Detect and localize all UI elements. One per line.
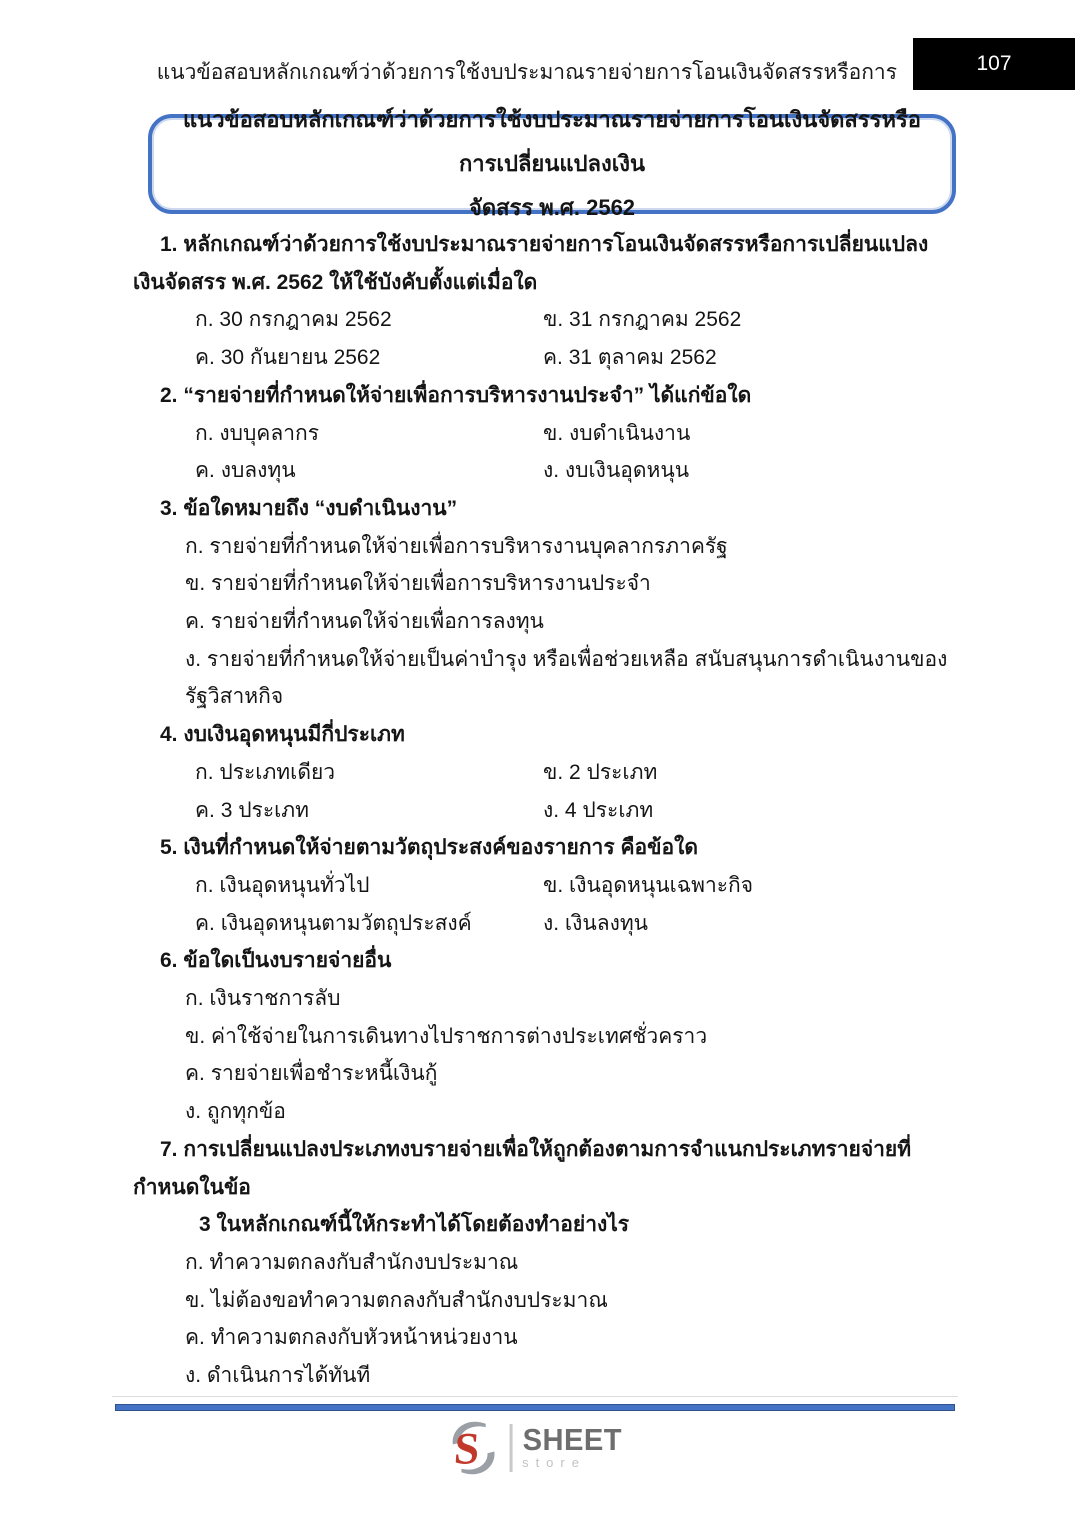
question-1-options (133, 301, 957, 376)
footer-hairline (112, 1396, 958, 1397)
question-1 (133, 226, 957, 377)
question-1-heading: 1. หลักเกณฑ์ว่าด้วยการใช้งบประมาณรายจ่ายการโอนเงินจัดสรรหรือการเปลี่ยนแปลงเงินจัดสรร พ.ศ. 2562 ให้ใช้บังคับตั้งแต่เมื่อใด (133, 233, 929, 294)
question-7-option-1: ก. ทำความตกลงกับสำนักงบประมาณ (185, 1250, 519, 1274)
page-number-box (913, 38, 1075, 90)
question-1-option-3: ค. 30 กันยายน 2562 (195, 346, 381, 370)
question-4-heading: 4. งบเงินอุดหนุนมีกี่ประเภท (160, 723, 405, 747)
question-7-subheading: 3 ในหลักเกณฑ์นี้ให้กระทำได้โดยต้องทำอย่างไร (199, 1213, 630, 1237)
question-2-option-4: ง. งบเงินอุดหนุน (543, 459, 690, 483)
question-5-options (133, 867, 957, 942)
question-5-option-2: ข. เงินอุดหนุนเฉพาะกิจ (543, 873, 754, 897)
footer-divider-line (115, 1404, 955, 1411)
question-6-heading: 6. ข้อใดเป็นงบรายจ่ายอื่น (160, 949, 392, 973)
sheet-store-logo-icon (447, 1420, 499, 1476)
question-6-options (133, 980, 957, 1131)
question-7-option-4: ง. ดำเนินการได้ทันที (185, 1364, 371, 1388)
question-5-heading: 5. เงินที่กำหนดให้จ่ายตามวัตถุประสงค์ของรายการ คือข้อใด (160, 836, 698, 860)
svg-text:S: S (452, 1423, 481, 1474)
question-2-heading: 2. “รายจ่ายที่กำหนดให้จ่ายเพื่อการบริหารงานประจำ” ได้แก่ข้อใด (160, 383, 752, 407)
question-6-option-2: ข. ค่าใช้จ่ายในการเดินทางไปราชการต่างประเทศชั่วคราว (185, 1024, 708, 1048)
question-4-option-4: ง. 4 ประเภท (543, 798, 654, 822)
question-7-option-3: ค. ทำความตกลงกับหัวหน้าหน่วยงาน (185, 1326, 518, 1350)
question-1-option-4: ค. 31 ตุลาคม 2562 (543, 346, 717, 370)
question-3-option-3: ค. รายจ่ายที่กำหนดให้จ่ายเพื่อการลงทุน (185, 610, 544, 634)
question-4-option-1: ก. ประเภทเดียว (195, 760, 336, 784)
exam-title-box (148, 107, 956, 220)
question-6 (133, 942, 957, 1131)
question-5-option-3: ค. เงินอุดหนุนตามวัตถุประสงค์ (195, 911, 472, 935)
question-5 (133, 829, 957, 942)
question-2-option-3: ค. งบลงทุน (195, 459, 296, 483)
question-7-option-2: ข. ไม่ต้องขอทำความตกลงกับสำนักงบประมาณ (185, 1288, 608, 1312)
question-2-options (133, 415, 957, 490)
question-1-option-2: ข. 31 กรกฎาคม 2562 (543, 308, 742, 332)
page-number: 107 (976, 52, 1012, 75)
logo-sub-text: store (522, 1455, 586, 1470)
question-4-option-2: ข. 2 ประเภท (543, 760, 658, 784)
question-3-heading: 3. ข้อใดหมายถึง “งบดำเนินงาน” (160, 496, 458, 520)
exam-title-line2: จัดสรร พ.ศ. 2562 (468, 195, 636, 220)
logo-divider (509, 1424, 512, 1472)
question-3-options (133, 528, 957, 717)
exam-title-line1: แนวข้อสอบหลักเกณฑ์ว่าด้วยการใช้งบประมาณรายจ่ายการโอนเงินจัดสรรหรือการเปลี่ยนแปลงเงิน (182, 107, 922, 176)
question-2 (133, 377, 957, 490)
question-7-heading: 7. การเปลี่ยนแปลงประเภทงบรายจ่ายเพื่อให้ถูกต้องตามการจำแนกประเภทรายจ่ายที่กำหนดในข้อ (133, 1137, 912, 1199)
questions (133, 226, 957, 1395)
question-7-options (133, 1244, 957, 1395)
question-5-option-4: ง. เงินลงทุน (543, 911, 649, 935)
question-3-option-1: ก. รายจ่ายที่กำหนดให้จ่ายเพื่อการบริหารงานบุคลากรภาครัฐ (185, 534, 728, 558)
question-4 (133, 716, 957, 829)
question-6-option-4: ง. ถูกทุกข้อ (185, 1100, 286, 1124)
question-3-option-4: ง. รายจ่ายที่กำหนดให้จ่ายเป็นค่าบำรุง หรือเพื่อช่วยเหลือ สนับสนุนการดำเนินงานของรัฐวิสาหกิจ (185, 647, 948, 709)
question-6-option-3: ค. รายจ่ายเพื่อชำระหนี้เงินกู้ (185, 1062, 438, 1086)
question-1-option-1: ก. 30 กรกฎาคม 2562 (195, 308, 392, 332)
question-2-option-1: ก. งบบุคลากร (195, 421, 320, 445)
question-3 (133, 490, 957, 716)
footer-logo (447, 1420, 628, 1476)
logo-name-text: SHEET (522, 1422, 622, 1457)
question-4-option-3: ค. 3 ประเภท (195, 798, 309, 822)
question-6-option-1: ก. เงินราชการลับ (185, 987, 341, 1011)
question-5-option-1: ก. เงินอุดหนุนทั่วไป (195, 873, 370, 897)
question-4-options (133, 754, 957, 829)
question-2-option-2: ข. งบดำเนินงาน (543, 421, 691, 445)
running-header-title: แนวข้อสอบหลักเกณฑ์ว่าด้วยการใช้งบประมาณรายจ่ายการโอนเงินจัดสรรหรือการ (156, 61, 897, 84)
question-3-option-2: ข. รายจ่ายที่กำหนดให้จ่ายเพื่อการบริหารงานประจำ (185, 572, 651, 596)
question-7 (133, 1131, 957, 1395)
